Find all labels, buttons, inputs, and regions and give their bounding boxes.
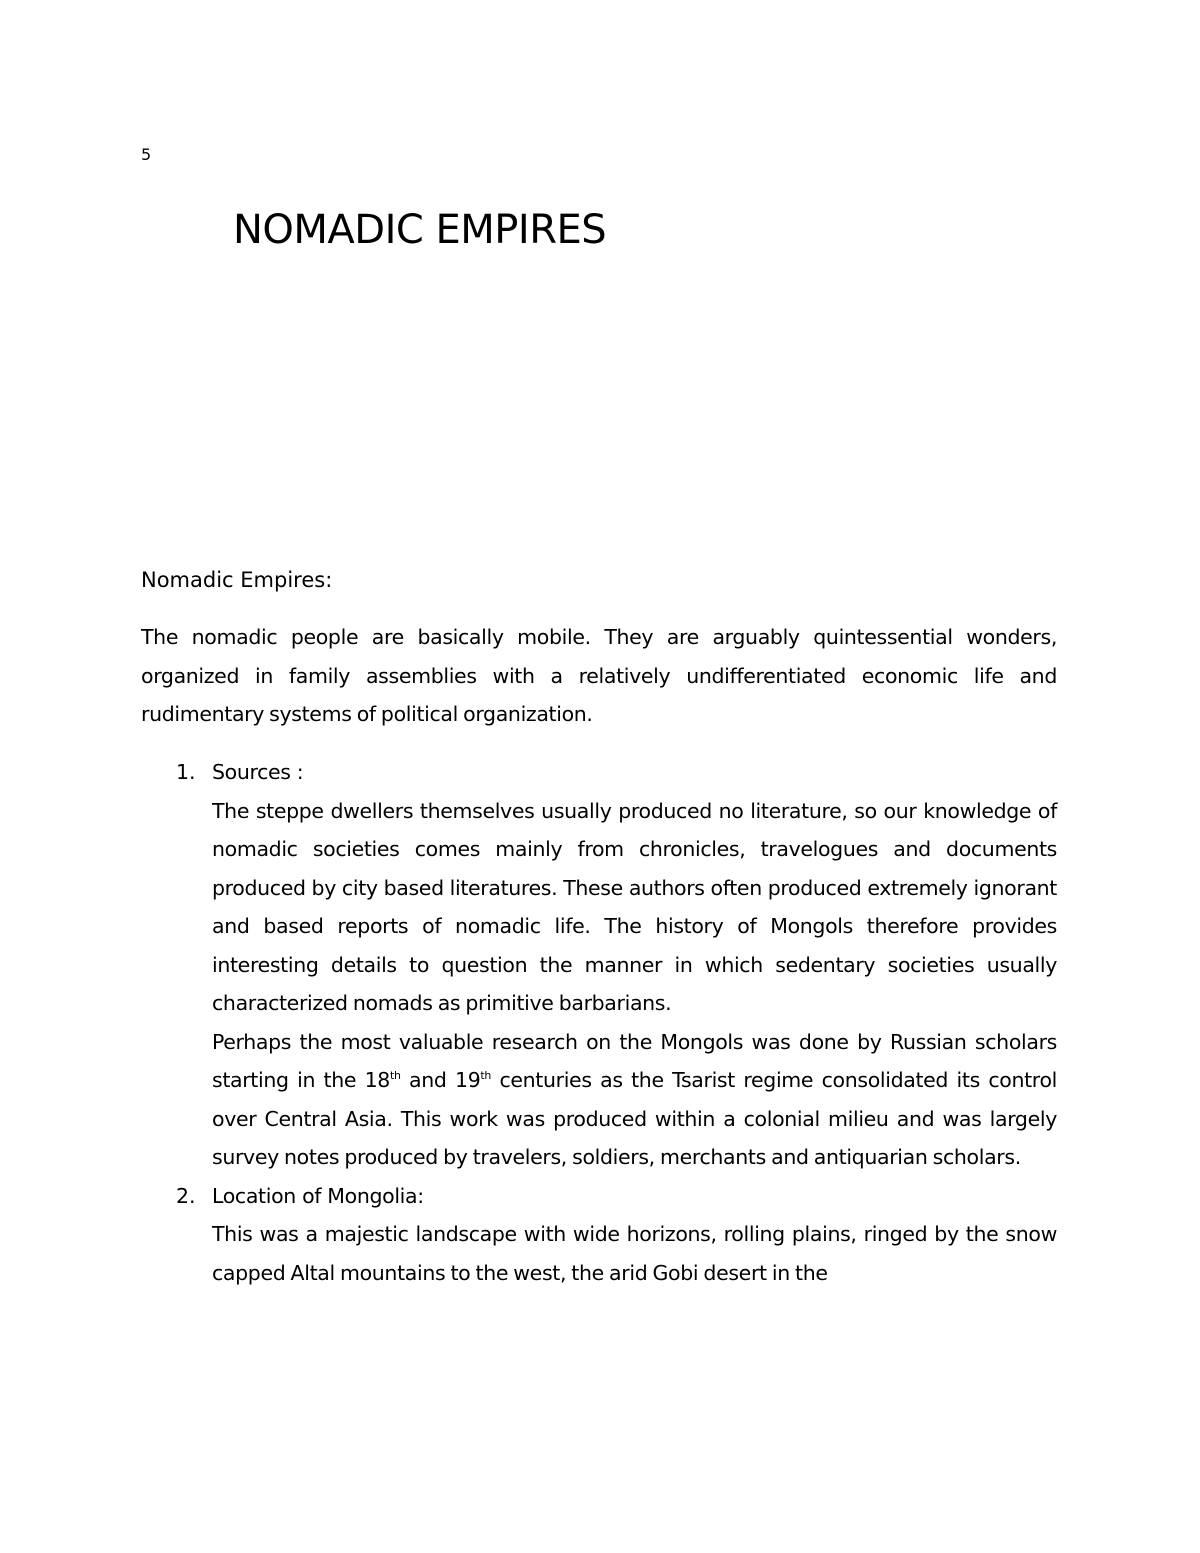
page-number: 5 (141, 145, 152, 164)
list-item-paragraph: This was a majestic landscape with wide horizons, rolling plains, ringed by the snow capped Altal mountains to the west, the arid Gobi desert in the (212, 1222, 1057, 1285)
superscript-ordinal: th (390, 1069, 401, 1083)
list-item-heading: Sources : (212, 760, 304, 784)
list-marker: 1. (176, 760, 196, 784)
intro-block (141, 618, 1057, 734)
paragraph-text: and 19 (400, 1068, 481, 1092)
list-item-heading: Location of Mongolia: (212, 1183, 424, 1208)
numbered-list (141, 753, 1057, 1292)
list-marker: 2. (176, 1183, 196, 1208)
list-item-location (141, 1177, 1057, 1293)
superscript-ordinal: th (480, 1069, 492, 1083)
list-item-sources (141, 753, 1057, 1177)
list-item-paragraph: The steppe dwellers themselves usually produced no literature, so our knowledge of nomadic societies comes mainly from chronicles, travelogues and documents produced by city based literatures. These authors often produced extremely ignorant and based reports of nomadic life. The history of Mongols therefore provides interesting details to question the manner in which sedentary societies usually characterized nomads as primitive barbarians. (212, 798, 1057, 1015)
section-heading: Nomadic Empires: (141, 568, 333, 592)
list-item-paragraph-russian-research (212, 1023, 1057, 1177)
intro-paragraph: The nomadic people are basically mobile. They are arguably quintessential wonders, organized in family assemblies with a relatively undifferentiated economic life and rudimentary systems of political organization. (141, 625, 1057, 726)
paragraph-text: centuries as the Tsarist regime consolidated its control over Central Asia. This work was produced within a colonial milieu and was largely survey notes produced by travelers, soldiers, merchants and antiquarian scholars. (212, 1068, 1057, 1169)
paragraph-text: Perhaps the most valuable research on the Mongols was done by Russian scholars starting in the 18 (212, 1029, 1057, 1092)
page-title: NOMADIC EMPIRES (233, 207, 607, 253)
